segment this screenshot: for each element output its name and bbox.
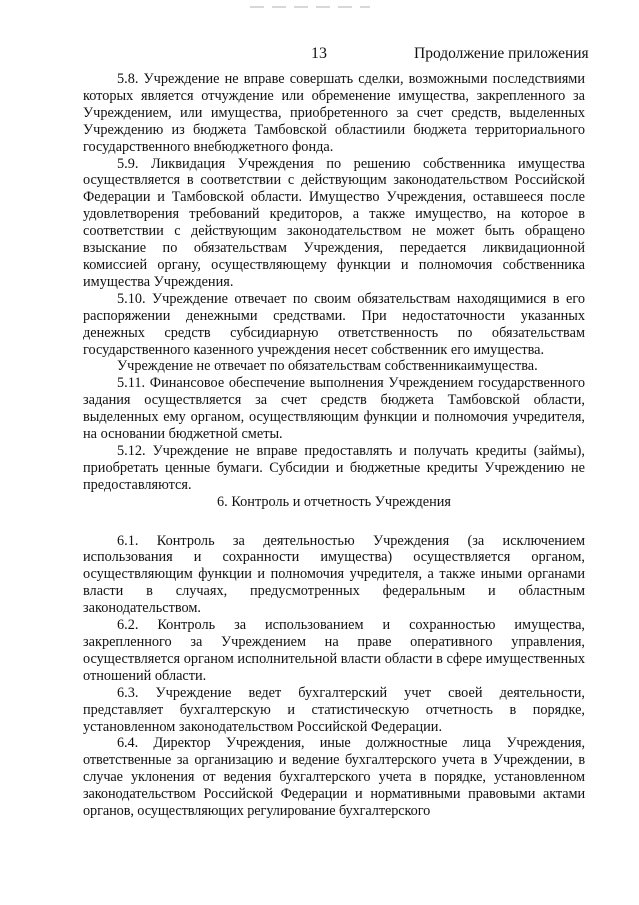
- page-number: 13: [311, 45, 327, 62]
- paragraph-5-12: 5.12. Учреждение не вправе предоставлять и получать кредиты (займы), приобретать ценные бумаги. Субсидии и бюджетные кредиты Учреждению не предоставляются.: [83, 442, 585, 493]
- section-6: [83, 494, 585, 820]
- paragraph-5-8: 5.8. Учреждение не вправе совершать сделки, возможными последствиями которых является отчуждение или обременение имущества, закрепленного за Учреждением, или имущества, приобретенного за счет средств, выделенных Учреждению из бюджета Тамбовской областиили бюджета территориального государственного внебюджетного фонда.: [83, 71, 585, 155]
- section-heading: 6. Контроль и отчетность Учреждения: [217, 493, 451, 510]
- paragraph-6-2: 6.2. Контроль за использованием и сохранностью имущества, закрепленного за Учреждением на праве оперативного управления, осуществляется органом исполнительной власти области в сфере имущественных отношений области.: [83, 617, 585, 684]
- paragraph-5-10-continued: Учреждение не отвечает по обязательствам собственникаимущества.: [117, 358, 538, 375]
- document-body: [83, 71, 585, 820]
- paragraph-6-4: 6.4. Директор Учреждения, иные должностные лица Учреждения, ответственные за организацию и ведение бухгалтерского учета в Учреждении, в случае уклонения от ведения бухгалтерского учета в порядке, установленном законодательством Российской Федерации и нормативными правовыми актами органов, осуществляющих регулирование бухгалтерского: [83, 735, 585, 820]
- paragraph-6-3: 6.3. Учреждение ведет бухгалтерский учет своей деятельности, представляет бухгалтерскую и статистическую отчетность в порядке, установленном законодательством Российской Федерации.: [83, 684, 585, 735]
- running-header: Продолжение приложения: [414, 45, 589, 62]
- paragraph-6-1: 6.1. Контроль за деятельностью Учреждения (за исключением использования и сохранности имущества) осуществляется органом, осуществляющим функции и полномочия учредителя, а также иными органами власти в случаях, предусмотренных федеральным и областным законодательством.: [83, 532, 585, 617]
- paragraph-5-10: 5.10. Учреждение отвечает по своим обязательствам находящимися в его распоряжении денежными средствами. При недостаточности указанных денежных средств субсидиарную ответственность по обязательствам государственного казенного учреждения несет собственник его имущества.: [83, 290, 585, 358]
- scan-artifact: [250, 6, 370, 8]
- paragraph-5-11: 5.11. Финансовое обеспечение выполнения Учреждением государственного задания осуществляется за счет средств бюджета Тамбовской области, выделенных ему органом, осуществляющим функции и полномочия учредителя, на основании бюджетной сметы.: [83, 375, 585, 443]
- paragraph-5-9: 5.9. Ликвидация Учреждения по решению собственника имущества осуществляется в соответствии с действующим законодательством Российской Федерации и Тамбовской области. Имущество Учреждения, оставшееся после удовлетворения требований кредиторов, а также имущество, на которое в соответствии с действующим законодательством не может быть обращено взыскание по обязательствам Учреждения, передается ликвидационной комиссией органу, осуществляющему функции и полномочия собственника имущества Учреждения.: [83, 155, 585, 290]
